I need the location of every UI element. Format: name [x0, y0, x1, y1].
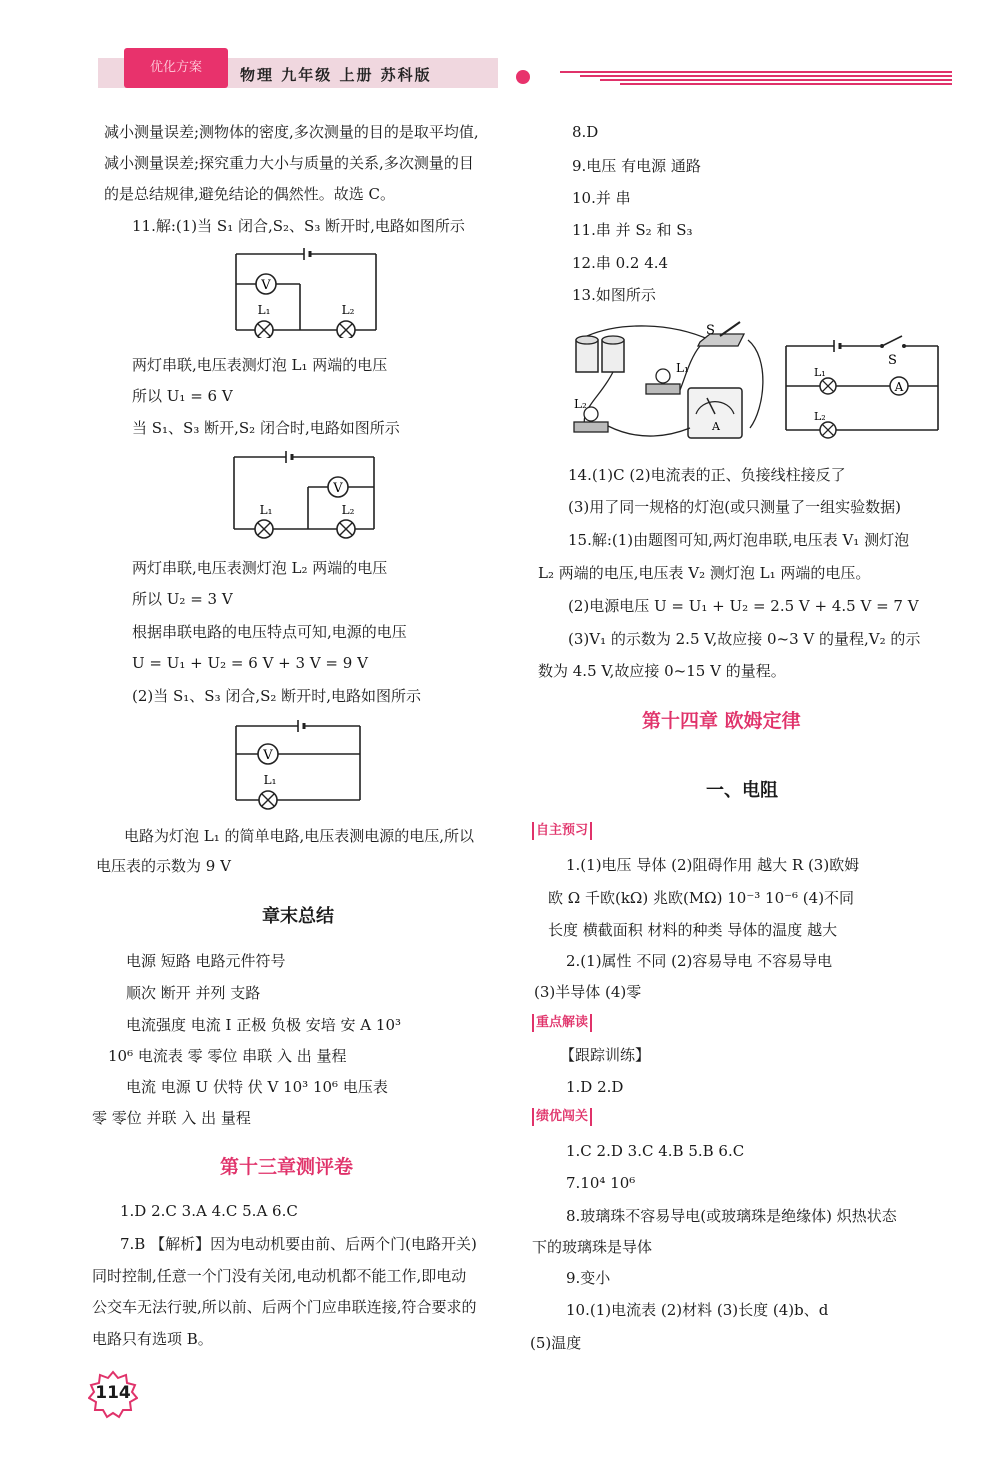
answer-line: L₂ 两端的电压,电压表 V₂ 测灯泡 L₁ 两端的电压。: [538, 564, 871, 582]
svg-text:A: A: [712, 420, 720, 433]
header-title: 物理 九年级 上册 苏科版: [240, 66, 432, 84]
text-line: (2)当 S₁、S₃ 闭合,S₂ 断开时,电路如图所示: [132, 687, 421, 705]
excel-line: 7.10⁴ 10⁶: [566, 1174, 636, 1192]
excel-line: 1.C 2.D 3.C 4.B 5.B 6.C: [566, 1142, 745, 1160]
tag-excel: 绩优闯关: [532, 1108, 592, 1126]
text-line: 减小测量误差;探究重力大小与质量的关系,多次测量的目: [104, 154, 474, 172]
circuit-diagram-3: [226, 716, 366, 810]
summary-line: 10⁶ 电流表 零 零位 串联 入 出 量程: [108, 1047, 347, 1065]
answer-line: 15.解:(1)由题图可知,两灯泡串联,电压表 V₁ 测灯泡: [568, 531, 910, 549]
answer-line: 14.(1)C (2)电流表的正、负接线柱接反了: [568, 466, 846, 484]
text-line: U = U₁ + U₂ = 6 V + 3 V = 9 V: [132, 654, 368, 672]
physical-circuit-figure: [560, 318, 770, 448]
preview-line: 1.(1)电压 导体 (2)阻碍作用 越大 R (3)欧姆: [566, 856, 860, 874]
excel-line: 10.(1)电流表 (2)材料 (3)长度 (4)b、d: [566, 1301, 829, 1319]
text-line: 公交车无法行驶,所以前、后两个门应串联连接,符合要求的: [92, 1298, 477, 1316]
tag-preview: 自主预习: [532, 822, 592, 840]
answer-line: 12.串 0.2 4.4: [572, 254, 669, 272]
text-line: 所以 U₁ = 6 V: [132, 387, 233, 405]
text-line: 的是总结规律,避免结论的偶然性。故选 C。: [104, 185, 396, 203]
summary-line: 零 零位 并联 入 出 量程: [92, 1109, 251, 1127]
answer-line: 数为 4.5 V,故应接 0~15 V 的量程。: [538, 662, 786, 680]
text-line: 所以 U₂ = 3 V: [132, 590, 233, 608]
svg-text:V: V: [333, 481, 343, 496]
answer-line: 8.D: [572, 123, 599, 141]
preview-line: 2.(1)属性 不同 (2)容易导电 不容易导电: [566, 952, 833, 970]
text-line: 11.解:(1)当 S₁ 闭合,S₂、S₃ 断开时,电路如图所示: [132, 217, 465, 235]
summary-line: 电流强度 电流 I 正极 负极 安培 安 A 10³: [126, 1016, 402, 1034]
circuit-diagram-2: [224, 447, 384, 539]
section-title: 一、电阻: [706, 780, 778, 801]
excel-line: 9.变小: [566, 1269, 611, 1287]
answer-line: (3)V₁ 的示数为 2.5 V,故应接 0~3 V 的量程,V₂ 的示: [568, 630, 921, 648]
svg-text:V: V: [263, 748, 273, 763]
svg-text:V: V: [261, 278, 271, 293]
summary-line: 顺次 断开 并列 支路: [126, 984, 261, 1002]
text-line: 两灯串联,电压表测灯泡 L₁ 两端的电压: [132, 356, 388, 374]
summary-title: 章末总结: [262, 906, 334, 927]
preview-line: (3)半导体 (4)零: [534, 983, 642, 1001]
text-line: 1.D 2.C 3.A 4.C 5.A 6.C: [120, 1202, 298, 1220]
excel-line: 8.玻璃珠不容易导电(或玻璃珠是绝缘体) 炽热状态: [566, 1207, 897, 1225]
tag-key: 重点解读: [532, 1014, 592, 1032]
svg-text:A: A: [894, 380, 904, 394]
text-line: 同时控制,任意一个门没有关闭,电动机都不能工作,即电动: [92, 1267, 467, 1285]
svg-text:L₂: L₂: [574, 397, 587, 411]
text-line: 7.B 【解析】因为电动机要由前、后两个门(电路开关): [120, 1235, 477, 1253]
header-stripes: [560, 66, 952, 88]
svg-text:S: S: [888, 353, 897, 368]
answer-line: (3)用了同一规格的灯泡(或只测量了一组实验数据): [568, 498, 901, 516]
text-line: 电路只有选项 B。: [92, 1330, 213, 1348]
svg-text:L₁: L₁: [259, 503, 273, 517]
svg-text:S: S: [706, 323, 715, 338]
header-dot: [516, 70, 530, 84]
preview-line: 欧 Ω 千欧(kΩ) 兆欧(MΩ) 10⁻³ 10⁻⁶ (4)不同: [548, 889, 855, 907]
svg-text:L₁: L₁: [263, 773, 277, 787]
excel-line: 下的玻璃珠是导体: [532, 1238, 653, 1256]
svg-text:L₂: L₂: [341, 303, 355, 317]
preview-line: 长度 横截面积 材料的种类 导体的温度 越大: [548, 921, 838, 939]
answer-line: 11.串 并 S₂ 和 S₃: [572, 221, 693, 239]
circuit-diagram-1: [224, 246, 384, 338]
text-line: 减小测量误差;测物体的密度,多次测量的目的是取平均值,: [104, 123, 479, 141]
text-line: 两灯串联,电压表测灯泡 L₂ 两端的电压: [132, 559, 388, 577]
text-line: 根据串联电路的电压特点可知,电源的电压: [132, 623, 407, 641]
svg-text:L₁: L₁: [814, 366, 826, 379]
answer-line: 9.电压 有电源 通路: [572, 157, 701, 175]
text-line: 电压表的示数为 9 V: [96, 857, 231, 875]
excel-line: (5)温度: [530, 1334, 582, 1352]
svg-text:L₂: L₂: [341, 503, 355, 517]
chapter-title: 第十四章 欧姆定律: [642, 710, 801, 732]
schematic-figure: [780, 332, 946, 444]
text-line: 电路为灯泡 L₁ 的简单电路,电压表测电源的电压,所以: [124, 827, 475, 845]
answer-line: 13.如图所示: [572, 286, 656, 304]
svg-text:L₁: L₁: [676, 361, 689, 375]
test-title: 第十三章测评卷: [220, 1156, 354, 1178]
svg-text:L₂: L₂: [814, 410, 826, 423]
answer-line: 10.并 串: [572, 189, 631, 207]
key-line: 1.D 2.D: [566, 1078, 624, 1096]
text-line: 当 S₁、S₃ 断开,S₂ 闭合时,电路如图所示: [132, 419, 400, 437]
summary-line: 电源 短路 电路元件符号: [126, 952, 286, 970]
svg-text:L₁: L₁: [257, 303, 271, 317]
key-line: 【跟踪训练】: [560, 1046, 651, 1064]
answer-line: (2)电源电压 U = U₁ + U₂ = 2.5 V + 4.5 V = 7 V: [568, 597, 919, 615]
summary-line: 电流 电源 U 伏特 伏 V 10³ 10⁶ 电压表: [126, 1078, 388, 1096]
page-number: 114: [95, 1383, 131, 1403]
header-tab: 优化方案: [124, 48, 228, 88]
